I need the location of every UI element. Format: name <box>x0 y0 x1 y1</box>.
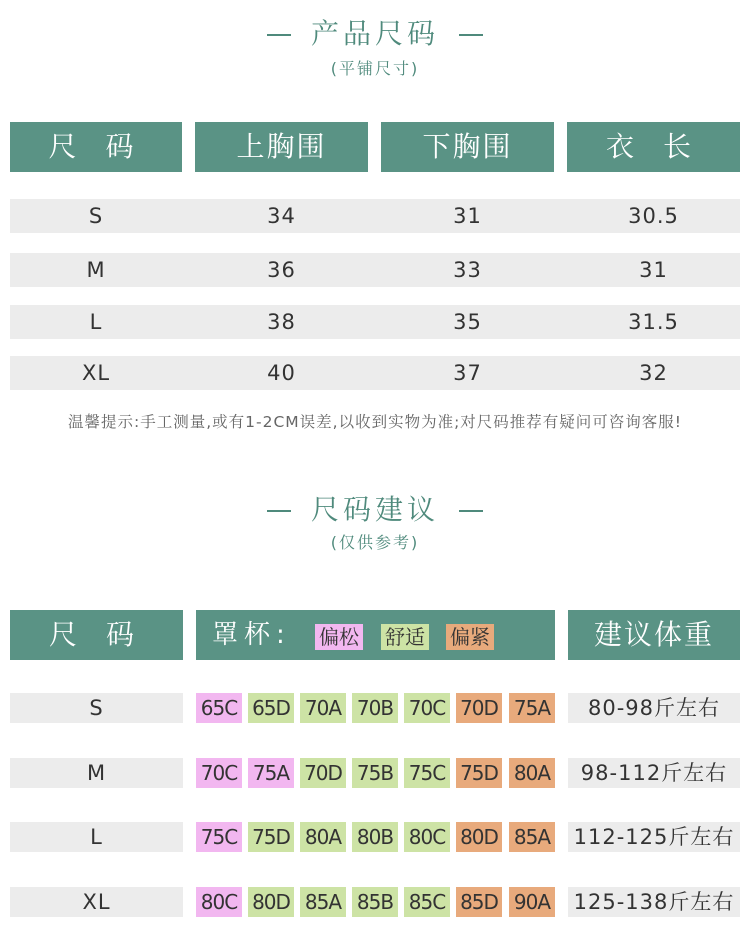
cup-size-chip-green: 75C <box>404 758 450 788</box>
cup-size-chip-orange: 75A <box>509 693 555 723</box>
cup-size-chip-orange: 75D <box>456 758 502 788</box>
size-table-header-size: 尺 码 <box>10 122 182 172</box>
cup-size-chip-pink: 75A <box>248 758 294 788</box>
cup-size-chip-green: 80D <box>248 887 294 917</box>
cup-header-label: 罩杯: <box>212 620 291 650</box>
cell-upper-bust: 36 <box>267 258 296 282</box>
cup-size-chip-orange: 85D <box>456 887 502 917</box>
cup-size-chip-orange: 90A <box>509 887 555 917</box>
table-row <box>10 199 740 233</box>
rec-cell-weight: 112-125斤左右 <box>568 822 740 852</box>
cell-upper-bust: 40 <box>267 361 296 385</box>
table-row <box>10 305 740 339</box>
cup-size-chip-green: 75B <box>352 758 398 788</box>
rec-cell-weight: 98-112斤左右 <box>568 758 740 788</box>
rec-table-header-weight: 建议体重 <box>568 610 740 660</box>
cup-size-chip-green: 65D <box>248 693 294 723</box>
cup-size-chip-pink: 65C <box>196 693 242 723</box>
cell-under-bust: 35 <box>453 310 482 334</box>
title-dash-left <box>267 510 291 512</box>
section-title-size-advice <box>0 488 750 528</box>
section-title-product-size <box>0 12 750 52</box>
rec-table-header-size: 尺 码 <box>10 610 183 660</box>
table-row <box>10 253 740 287</box>
cup-size-chip-green: 70C <box>404 693 450 723</box>
cell-length: 30.5 <box>628 204 679 228</box>
cup-size-chip-orange: 70D <box>456 693 502 723</box>
cup-size-chip-green: 80C <box>404 822 450 852</box>
cell-size: M <box>86 258 106 282</box>
rec-cell-weight: 125-138斤左右 <box>568 887 740 917</box>
legend-loose: 偏松 <box>315 624 363 650</box>
measurement-note: 温馨提示:手工测量,或有1-2CM误差,以收到实物为准;对尺码推荐有疑问可咨询客服! <box>67 413 683 431</box>
section-subtitle-flat-size: (平铺尺寸) <box>330 59 420 78</box>
cup-size-chip-green: 80B <box>352 822 398 852</box>
cell-under-bust: 31 <box>453 204 482 228</box>
cup-size-chip-green: 80A <box>300 822 346 852</box>
cup-size-chip-pink: 70C <box>196 758 242 788</box>
legend-tight: 偏紧 <box>446 624 494 650</box>
cup-size-chip-pink: 75C <box>196 822 242 852</box>
cup-size-chip-orange: 85A <box>509 822 555 852</box>
cell-under-bust: 33 <box>453 258 482 282</box>
cup-size-chip-green: 85B <box>352 887 398 917</box>
cup-size-chip-green: 70A <box>300 693 346 723</box>
size-table-header-upper-bust: 上胸围 <box>195 122 368 172</box>
rec-table-header-cup <box>196 610 555 660</box>
cup-size-chip-green: 85A <box>300 887 346 917</box>
rec-cell-size: XL <box>10 887 183 917</box>
cup-size-chip-green: 85C <box>404 887 450 917</box>
cell-upper-bust: 38 <box>267 310 296 334</box>
cup-size-chip-pink: 80C <box>196 887 242 917</box>
cell-under-bust: 37 <box>453 361 482 385</box>
size-table-header-under-bust: 下胸围 <box>381 122 554 172</box>
title-dash-left <box>267 34 291 36</box>
cup-size-chip-orange: 80A <box>509 758 555 788</box>
cell-size: L <box>89 310 103 334</box>
cup-size-chip-green: 75D <box>248 822 294 852</box>
cell-length: 31 <box>639 258 668 282</box>
cell-length: 32 <box>639 361 668 385</box>
title-dash-right <box>459 510 483 512</box>
rec-cell-size: S <box>10 693 183 723</box>
table-row <box>10 356 740 390</box>
rec-cell-size: L <box>10 822 183 852</box>
section-subtitle-reference: (仅供参考) <box>330 533 420 552</box>
rec-cell-size: M <box>10 758 183 788</box>
section-title-text: 产品尺码 <box>310 17 439 50</box>
cup-size-chip-green: 70B <box>352 693 398 723</box>
rec-cell-weight: 80-98斤左右 <box>568 693 740 723</box>
section-title-text: 尺码建议 <box>310 493 439 526</box>
cup-size-chip-orange: 80D <box>456 822 502 852</box>
cell-size: S <box>88 204 104 228</box>
legend-comfortable: 舒适 <box>381 624 429 650</box>
cell-upper-bust: 34 <box>267 204 296 228</box>
title-dash-right <box>459 34 483 36</box>
size-table-header-length: 衣 长 <box>567 122 740 172</box>
cup-size-chip-green: 70D <box>300 758 346 788</box>
cell-length: 31.5 <box>628 310 679 334</box>
cell-size: XL <box>81 361 111 385</box>
